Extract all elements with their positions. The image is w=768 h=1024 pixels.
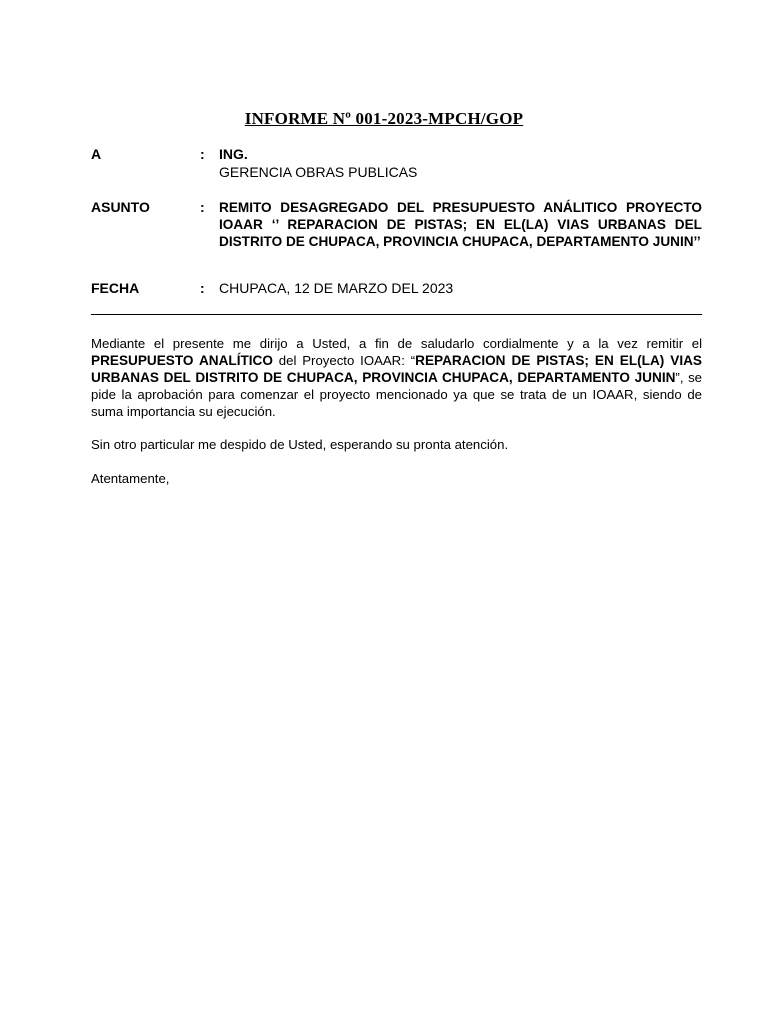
- header-divider: [91, 314, 702, 315]
- field-a: [91, 146, 702, 186]
- body-paragraph-1: [91, 335, 702, 420]
- field-asunto-value: REMITO DESAGREGADO DEL PRESUPUESTO ANÁLITICO PROYECTO IOAAR ‘’ REPARACION DE PISTAS; EN EL(LA) VIAS URBANAS DEL DISTRITO DE CHUPACA, PROVINCIA CHUPACA, DEPARTAMENTO JUNIN’’: [219, 200, 702, 249]
- field-a-value: [219, 146, 702, 181]
- p1-bold-budget: PRESUPUESTO ANALÍTICO: [91, 353, 273, 368]
- field-fecha-colon: :: [200, 280, 205, 296]
- p1-mid: del Proyecto IOAAR: “: [272, 353, 416, 368]
- field-asunto-colon: :: [200, 199, 205, 215]
- field-a-label: A: [91, 146, 102, 162]
- field-fecha-value: CHUPACA, 12 DE MARZO DEL 2023: [219, 280, 454, 296]
- field-asunto: [91, 199, 702, 269]
- field-a-colon: :: [200, 146, 205, 162]
- field-a-line1: ING.: [219, 146, 248, 162]
- p1-start: Mediante el presente me dirijo a Usted, a fin de saludarlo cordialmente y a la vez remitir el: [91, 336, 702, 351]
- field-a-line2: GERENCIA OBRAS PUBLICAS: [219, 164, 418, 180]
- document-title: INFORME Nº 001-2023-MPCH/GOP: [244, 109, 524, 128]
- p1-bold-project: REPARACION DE PISTAS; EN EL(LA) VIAS URBANAS DEL DISTRITO DE CHUPACA, PROVINCIA CHUPACA, DEPARTAMENTO JUNIN: [91, 353, 703, 385]
- field-fecha: [91, 280, 702, 300]
- field-asunto-label: ASUNTO: [91, 199, 150, 215]
- p1-end: ”, se pide la aprobación para comenzar el proyecto mencionado ya que se trata de un IOAAR, siendo de suma importancia su ejecución.: [91, 370, 702, 419]
- body-paragraph-2: Sin otro particular me despido de Usted, esperando su pronta atención.: [91, 437, 509, 452]
- closing-text: Atentamente,: [91, 471, 170, 486]
- field-fecha-label: FECHA: [91, 280, 140, 296]
